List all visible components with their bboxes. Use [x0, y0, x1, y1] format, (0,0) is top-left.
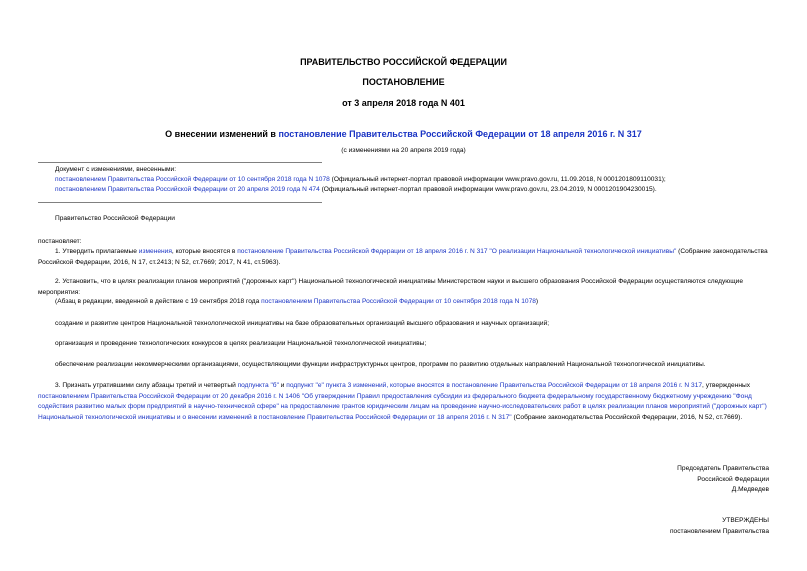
p1-link-changes[interactable]: изменения	[138, 248, 172, 255]
amendment-note: (с изменениями на 20 апреля 2019 года)	[341, 147, 466, 154]
paragraph-2-note	[55, 297, 538, 307]
changes-item-1-text: (Официальный интернет-портал правовой информации www.pravo.gov.ru, 11.09.2018, N 0001201809110031);	[329, 176, 666, 183]
divider-top	[38, 162, 322, 163]
p1-text-b: , которые вносятся в	[171, 248, 238, 255]
p3-text-c: , утвержденных	[702, 382, 751, 389]
p3-link-subpoint-e[interactable]: подпункт "е" пункта 3 изменений, которые вносятся в постановление Правительства Российской Федерации от 18 апреля 2016 г. N 317	[286, 382, 703, 389]
resolves: постановляет:	[38, 238, 82, 245]
paragraph-3	[38, 381, 770, 423]
changes-heading: Документ с изменениями, внесенными:	[55, 166, 177, 173]
p2-note-a: (Абзац в редакции, введенной в действие с 19 сентября 2018 года	[55, 298, 262, 305]
p3-link-subpoint-b[interactable]: подпункта "б"	[237, 382, 279, 389]
changes-item-1	[55, 175, 666, 185]
p3-text-a: 3. Признать утратившими силу абзацы третий и четвертый	[55, 382, 238, 389]
issuer: Правительство Российской Федерации	[55, 215, 175, 222]
approved-by: постановлением Правительства	[669, 527, 769, 535]
changes-item-1-link[interactable]: постановлением Правительства Российской Федерации от 10 сентября 2018 года N 1078	[55, 176, 330, 183]
bullet-1: создание и развитие центров Национальной технологической инициативы на базе образовательных организаций высшего образования и научных организаций;	[55, 320, 550, 327]
p1-text-a: 1. Утвердить прилагаемые	[55, 248, 139, 255]
bullet-3: обеспечение реализации некоммерческими организациями, осуществляющими функции инфраструктурных центров, программ по развитию отдельных направлений Национальной технологической инициативы.	[55, 361, 706, 368]
signature-org: Российской Федерации	[697, 475, 769, 483]
p2-note-b: )	[535, 298, 539, 305]
approved-block	[670, 516, 769, 537]
p1-text-c: (Собрание законодательства Российской Федерации, 2016, N 17, ст.2413; N 52, ст.7669; 2017, N 41, ст.5963).	[38, 248, 768, 266]
bullet-2: организация и проведение технологических конкурсов в целях реализации Национальной технологической инициативы;	[55, 340, 427, 347]
government-heading: ПРАВИТЕЛЬСТВО РОССИЙСКОЙ ФЕДЕРАЦИИ	[300, 57, 507, 67]
document-title	[0, 129, 807, 139]
signature-name: Д.Медведев	[731, 486, 769, 493]
paragraph-1	[38, 247, 770, 268]
document-date-number: от 3 апреля 2018 года N 401	[342, 98, 465, 108]
approved-label: УТВЕРЖДЕНЫ	[722, 517, 769, 524]
document-type: ПОСТАНОВЛЕНИЕ	[362, 77, 445, 87]
p3-link-resolution-1406[interactable]: постановлением Правительства Российской Федерации от 20 декабря 2016 г. N 1406 "Об утверждении Правил предоставления субсидии из федерального бюджета федеральному государственному бюджетному учреждению "Фонд содействия развитию малых форм предприятий в научно-технической сфере" на предоставление грантов юридическим лицам на проведение научно-исследовательских работ в целях реализации планов мероприятий ("дорожных карт") Национальной технологической инициативы и о внесении изменений в постановление Правительства Российской Федерации от 18 апреля 2016 г. N 317"	[38, 392, 767, 421]
p3-text-b: и	[278, 382, 287, 389]
signature-block	[677, 464, 769, 496]
changes-item-2	[55, 185, 657, 195]
title-link[interactable]: постановление Правительства Российской Федерации от 18 апреля 2016 г. N 317	[278, 129, 642, 139]
changes-item-2-text: (Официальный интернет-портал правовой информации www.pravo.gov.ru, 23.04.2019, N 0001201904230015).	[319, 186, 657, 193]
p2-note-link[interactable]: постановлением Правительства Российской Федерации от 10 сентября 2018 года N 1078	[261, 298, 536, 305]
paragraph-2: 2. Установить, что в целях реализации планов мероприятий ("дорожных карт") Национальной технологической инициативы Министерством науки и высшего образования Российской Федерации осуществляются следующие мероприятия:	[38, 278, 743, 296]
changes-item-2-link[interactable]: постановлением Правительства Российской Федерации от 20 апреля 2019 года N 474	[55, 186, 320, 193]
p1-link-resolution[interactable]: постановление Правительства Российской Федерации от 18 апреля 2016 г. N 317 "О реализации Национальной технологической инициативы"	[237, 248, 677, 255]
signature-title: Председатель Правительства	[677, 465, 769, 472]
divider-bottom	[38, 202, 322, 203]
p3-text-d: (Собрание законодательства Российской Федерации, 2016, N 52, ст.7669).	[511, 413, 743, 421]
title-prefix: О внесении изменений в	[165, 129, 279, 139]
